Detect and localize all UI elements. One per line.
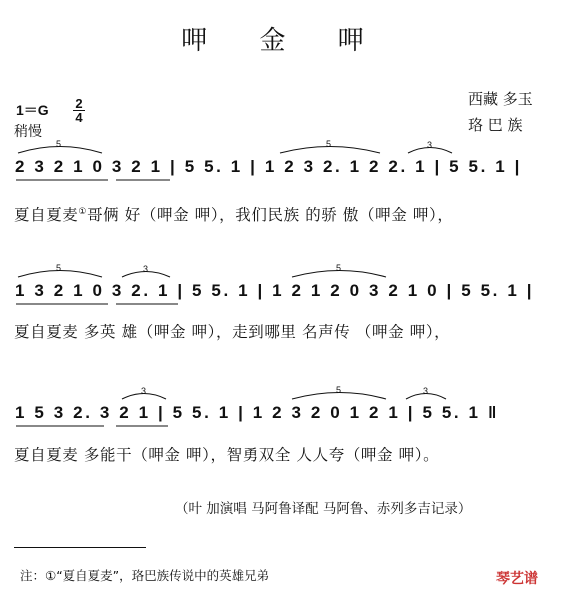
region-label: 西藏 多玉 bbox=[468, 90, 533, 108]
tuplet-number: 3 bbox=[423, 386, 429, 396]
footnote-text: 注：①“夏自夏麦”，珞巴族传说中的英雄兄弟 bbox=[20, 568, 270, 583]
key-signature: 1＝G bbox=[16, 102, 49, 118]
staff-2-notes: 1 3 2 1 0 3 2. 1 | 5 5. 1 | 1 2 1 2 0 3 2 1 0 | 5 5. 1 | bbox=[15, 281, 535, 300]
staff-1-lyrics-end: 哥俩 好（呷金 呷），我们民族 的骄 傲（呷金 呷）， bbox=[87, 206, 454, 224]
time-signature-bottom: 4 bbox=[75, 110, 83, 125]
time-signature-top: 2 bbox=[75, 96, 83, 111]
tuplet-number: 5 bbox=[56, 263, 62, 273]
performance-credits: （叶 加演唱 马阿鲁译配 马阿鲁、赤列多吉记录） bbox=[175, 501, 472, 517]
watermark-logo: 琴艺谱 bbox=[496, 570, 538, 586]
staff-3-lyrics: 夏自夏麦 多能干（呷金 呷），智勇双全 人人夸（呷金 呷）。 bbox=[14, 446, 440, 464]
staff-1-notes: 2 3 2 1 0 3 2 1 | 5 5. 1 | 1 2 3 2. 1 2 2. 1 | 5 5. 1 | bbox=[15, 157, 522, 176]
staff-3-notes: 1 5 3 2. 3 2 1 | 5 5. 1 | 1 2 3 2 0 1 2 1 | 5 5. 1 ‖ bbox=[15, 403, 499, 422]
footnote-rule bbox=[14, 547, 146, 548]
staff-2-lyrics: 夏自夏麦 多英 雄（呷金 呷），走到哪里 名声传 （呷金 呷）， bbox=[14, 323, 451, 341]
tuplet-number: 5 bbox=[336, 385, 342, 395]
tuplet-number: 5 bbox=[336, 263, 342, 273]
footnote-marker: ① bbox=[78, 206, 88, 217]
staff-1-lyrics-start: 夏自夏麦 bbox=[14, 206, 79, 224]
tuplet-number: 5 bbox=[56, 139, 62, 149]
song-title: 呷 金 呷 bbox=[181, 26, 386, 56]
ethnic-group-label: 珞 巴 族 bbox=[468, 116, 523, 134]
tempo-marking: 稍慢 bbox=[14, 124, 42, 140]
tuplet-number: 5 bbox=[326, 139, 332, 149]
tuplet-number: 3 bbox=[141, 386, 147, 396]
tuplet-number: 3 bbox=[143, 264, 149, 274]
tuplet-number: 3 bbox=[427, 140, 433, 150]
